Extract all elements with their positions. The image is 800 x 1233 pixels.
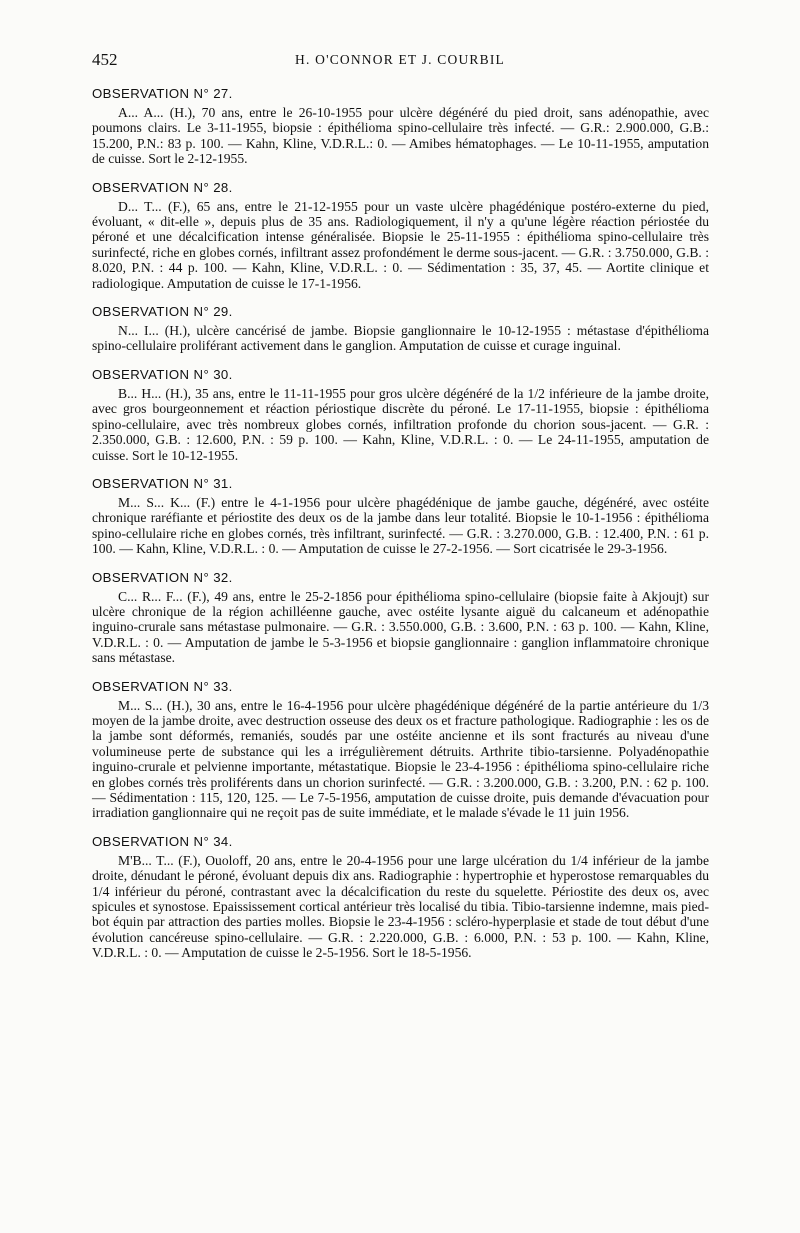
page-body [92, 86, 709, 974]
observation-text: B... H... (H.), 35 ans, entre le 11-11-1955 pour gros ulcère dégénéré de la 1/2 inférieure de la jambe droite, avec gros bourgeonnement et réaction périostique discrète du péroné. Le 17-11-1955, biopsie : épithélioma spino-cellulaire, avec très nombreux globes cornés, infiltration profonde du chorion sous-jacent. — G.R. : 2.350.000, G.B. : 12.600, P.N. : 59 p. 100. — Kahn, Kline, V.D.R.L. : 0. — Le 24-11-1955, amputation de cuisse. Sort le 10-12-1955. [92, 385, 709, 463]
observation-34 [92, 834, 709, 961]
observation-title: OBSERVATION N° 29. [92, 304, 233, 320]
page-number: 452 [92, 50, 118, 69]
observation-30 [92, 367, 709, 463]
observation-text: M'B... T... (F.), Ouoloff, 20 ans, entre le 20-4-1956 pour une large ulcération du 1/4 inférieur de la jambe droite, dénudant le péroné, évoluant depuis dix ans. Radiographie : hypertrophie et hyperostose remarquables du 1/4 inférieur du péroné, contrastant avec la décalcification du reste du squelette. Périostite des deux os, avec spicules et synostose. Epaississement cortical antérieur très localisé du tibia. Tibio-tarsienne indemne, mais pied-bot équin par attraction des parties molles. Biopsie le 23-4-1956 : scléro-hyperplasie et stade de tout début d'une évolution cancéreuse spino-cellulaire. — G.R. : 2.220.000, G.B. : 6.000, P.N. : 53 p. 100. — Kahn, Kline, V.D.R.L. : 0. — Amputation de cuisse le 2-5-1956. Sort le 18-5-1956. [92, 852, 709, 961]
page-header [92, 50, 708, 72]
observation-text: A... A... (H.), 70 ans, entre le 26-10-1955 pour ulcère dégénéré du pied droit, sans adénopathie, avec poumons clairs. Le 3-11-1955, biopsie : épithélioma spino-cellulaire très infecté. — G.R.: 2.900.000, G.B.: 15.200, P.N.: 83 p. 100. — Kahn, Kline, V.D.R.L.: 0. — Amibes hématophages. — Le 10-11-1955, amputation de cuisse. Sort le 2-12-1955. [92, 105, 709, 167]
observation-27 [92, 86, 709, 167]
observation-title: OBSERVATION N° 27. [92, 86, 233, 101]
observation-text: C... R... F... (F.), 49 ans, entre le 25-2-1856 pour épithélioma spino-cellulaire (biopsie faite à Akjoujt) sur ulcère chronique de la région achilléenne gauche, avec ostéite lysante aiguë du calcaneum et adénopathie inguino-crurale sans métastase pulmonaire. — G.R. : 3.550.000, G.B. : 3.600, P.N. : 63 p. 100. — Kahn, Kline, V.D.R.L. : 0. — Amputation de jambe le 5-3-1956 et biopsie ganglionnaire : ganglion inflammatoire chronique sans métastase. [92, 588, 709, 666]
observation-title: OBSERVATION N° 32. [92, 569, 233, 585]
observation-31 [92, 476, 709, 557]
observation-28 [92, 180, 709, 291]
observation-32 [92, 570, 709, 666]
observation-title: OBSERVATION N° 34. [92, 833, 233, 849]
observation-text: N... I... (H.), ulcère cancérisé de jambe. Biopsie ganglionnaire le 10-12-1955 : métastase d'épithélioma spino-cellulaire proliférant activement dans le ganglion. Amputation de cuisse et curage inguinal. [92, 323, 709, 354]
observation-title: OBSERVATION N° 30. [92, 366, 233, 382]
observation-33 [92, 679, 709, 821]
running-title: H. O'CONNOR ET J. COURBIL [295, 52, 505, 67]
observation-text: D... T... (F.), 65 ans, entre le 21-12-1955 pour un vaste ulcère phagédénique postéro-externe du pied, évoluant, « dit-elle », depuis plus de 35 ans. Radiologiquement, il n'y a qu'une légère réaction périostée du péroné et une décalcification intense généralisée. Biopsie le 25-11-1955 : épithélioma spino-cellulaire très surinfecté, riche en globes cornés, infiltrant assez profondément le derme sous-jacent. — G.R. : 3.750.000, G.B. : 8.020, P.N. : 44 p. 100. — Kahn, Kline, V.D.R.L. : 0. — Sédimentation : 35, 37, 45. — Aortite clinique et radiologique. Amputation de cuisse le 17-1-1956. [92, 198, 709, 291]
observation-title: OBSERVATION N° 31. [92, 475, 233, 491]
observation-29 [92, 304, 709, 354]
observation-text: M... S... K... (F.) entre le 4-1-1956 pour ulcère phagédénique de jambe gauche, dégénéré, avec ostéite chronique raréfiante et périostite des deux os de la jambe dans leur totalité. Biopsie le 10-1-1956 : épithélioma spino-cellulaire riche en globes cornés, très infiltrant, surinfecté. — G.R. : 3.270.000, G.B. : 12.400, P.N. : 61 p. 100. — Kahn, Kline, V.D.R.L. : 0. — Amputation de cuisse le 27-2-1956. — Sort cicatrisée le 29-3-1956. [92, 494, 709, 557]
observation-text: M... S... (H.), 30 ans, entre le 16-4-1956 pour ulcère phagédénique dégénéré de la partie antérieure du 1/3 moyen de la jambe droite, avec destruction osseuse des deux os et fracture pathologique. Radiographie : les os de la jambe sont déformés, remaniés, soudés par une ostéite ancienne et ils sont fracturés au niveau d'une volumineuse perte de substance qui les a irrégulièrement détruits. Arthrite tibio-tarsienne. Polyadénopathie inguino-crurale et pelvienne importante, métastatique. Biopsie le 23-4-1956 : épithélioma spino-cellulaire riche en globes cornés très proliférents dans un chorion surinfecté. — G.R. : 3.200.000, G.B. : 3.200, P.N. : 62 p. 100. — Sédimentation : 115, 120, 125. — Le 7-5-1956, amputation de cuisse droite, puis demande d'évacuation pour irradiation ganglionnaire qui ne reçoit pas de suite immédiate, et le malade s'évade le 11 juin 1956. [92, 697, 709, 821]
observation-title: OBSERVATION N° 33. [92, 678, 233, 694]
observation-title: OBSERVATION N° 28. [92, 179, 233, 195]
